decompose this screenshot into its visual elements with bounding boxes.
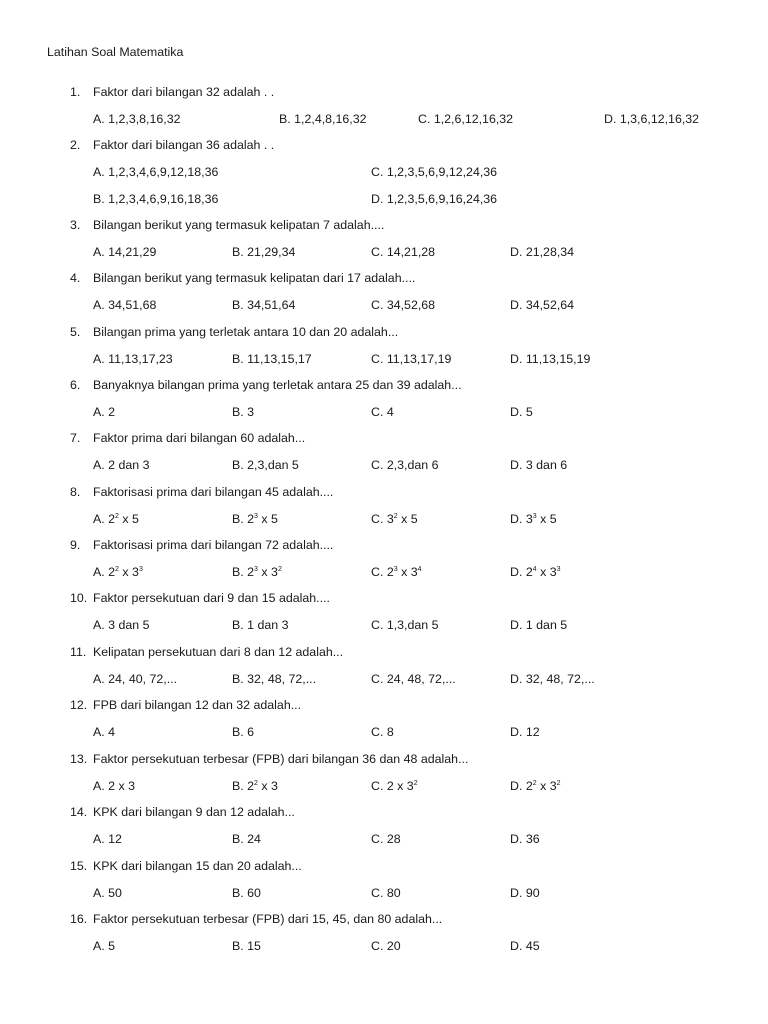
answer-option (371, 565, 422, 579)
option-text: B. 1 dan 3 (232, 618, 289, 632)
answer-option (93, 618, 150, 632)
option-text: A. 3 dan 5 (93, 618, 150, 632)
question-number: 15. (70, 859, 88, 873)
exponent: 3 (532, 513, 537, 520)
option-text: B. 3 (232, 405, 255, 419)
option-text: C. 24, 48, 72,... (371, 672, 456, 686)
option-text: B. 6 (232, 725, 255, 739)
option-text: A. 2 x 3 (93, 779, 136, 793)
answer-options-row (0, 352, 768, 370)
option-text: D. 34,52,64 (510, 298, 575, 312)
answer-option (93, 779, 135, 793)
answer-option (93, 405, 115, 419)
answer-option (371, 886, 401, 900)
option-text: B. 1,2,3,4,6,9,16,18,36 (93, 192, 219, 206)
answer-option (371, 245, 435, 259)
exponent: 2 (556, 780, 561, 787)
question-line (0, 431, 768, 449)
answer-option (232, 458, 299, 472)
answer-options-row (0, 165, 768, 183)
option-text: D. 1 dan 5 (510, 618, 568, 632)
option-text: A. 4 (93, 725, 116, 739)
option-text: D. 5 (510, 405, 533, 419)
option-text: A. 5 (93, 939, 116, 953)
answer-option (371, 352, 451, 366)
answer-option (279, 112, 367, 126)
option-text: x 3 (257, 779, 278, 793)
answer-option (232, 352, 312, 366)
question-text: Kelipatan persekutuan dari 8 dan 12 adalah... (93, 645, 344, 659)
exponent: 3 (138, 566, 143, 573)
option-text: D. 3 (510, 512, 533, 526)
answer-option (510, 618, 567, 632)
option-text: B. 1,2,4,8,16,32 (279, 112, 367, 126)
question-text: Bilangan berikut yang termasuk kelipatan dari 17 adalah.... (93, 271, 416, 285)
option-text: A. 34,51,68 (93, 298, 157, 312)
question-number: 9. (70, 538, 81, 552)
answer-options-row (0, 512, 768, 530)
question-text: Faktor dari bilangan 32 adalah . . (93, 85, 275, 99)
answer-option (510, 779, 561, 793)
option-text: B. 21,29,34 (232, 245, 296, 259)
option-text: C. 4 (371, 405, 394, 419)
answer-options-row (0, 939, 768, 957)
question-number: 1. (70, 85, 81, 99)
option-text: D. 32, 48, 72,... (510, 672, 595, 686)
exponent: 2 (413, 780, 418, 787)
answer-option (93, 565, 143, 579)
question-number: 7. (70, 431, 81, 445)
question-text: Faktorisasi prima dari bilangan 72 adalah.... (93, 538, 334, 552)
answer-option (510, 458, 567, 472)
answer-option (93, 886, 122, 900)
option-text: A. 50 (93, 886, 122, 900)
question-line (0, 378, 768, 396)
answer-option (510, 939, 540, 953)
option-text: B. 15 (232, 939, 261, 953)
question-line (0, 85, 768, 103)
answer-option (93, 298, 156, 312)
question-number: 14. (70, 805, 88, 819)
option-text: C. 11,13,17,19 (371, 352, 452, 366)
answer-option (93, 245, 156, 259)
question-text: Faktor persekutuan terbesar (FPB) dari 15, 45, dan 80 adalah... (93, 912, 443, 926)
answer-option (232, 672, 316, 686)
option-text: A. 2 (93, 565, 116, 579)
option-text: D. 21,28,34 (510, 245, 575, 259)
option-text: x 5 (118, 512, 139, 526)
exponent: 2 (254, 780, 258, 787)
answer-options-row (0, 779, 768, 797)
answer-option (93, 192, 218, 206)
question-line (0, 138, 768, 156)
page-title: Latihan Soal Matematika (47, 45, 184, 59)
option-text: C. 3 (371, 512, 394, 526)
option-text: A. 2 dan 3 (93, 458, 150, 472)
option-text: C. 2 x 3 (371, 779, 414, 793)
answer-option (93, 165, 218, 179)
question-text: Banyaknya bilangan prima yang terletak antara 25 dan 39 adalah... (93, 378, 462, 392)
option-text: C. 2 (371, 565, 394, 579)
option-text: C. 34,52,68 (371, 298, 436, 312)
answer-option (510, 245, 574, 259)
question-text: FPB dari bilangan 12 dan 32 adalah... (93, 698, 302, 712)
question-number: 4. (70, 271, 81, 285)
option-text: x 3 (118, 565, 139, 579)
answer-options-row (0, 458, 768, 476)
answer-option (510, 512, 557, 526)
option-text: x 3 (536, 779, 557, 793)
option-text: B. 2,3,dan 5 (232, 458, 299, 472)
answer-option (510, 832, 540, 846)
answer-option (232, 405, 254, 419)
question-text: Bilangan berikut yang termasuk kelipatan 7 adalah.... (93, 218, 385, 232)
option-text: D. 90 (510, 886, 540, 900)
answer-option (232, 565, 282, 579)
answer-option (232, 298, 295, 312)
question-line (0, 538, 768, 556)
exponent: 4 (532, 566, 537, 573)
answer-options-row (0, 245, 768, 263)
answer-option (93, 458, 150, 472)
exponent: 3 (556, 566, 561, 573)
question-number: 16. (70, 912, 88, 926)
answer-option (371, 832, 401, 846)
answer-option (371, 672, 456, 686)
option-text: x 3 (397, 565, 418, 579)
answer-option (93, 725, 115, 739)
question-text: KPK dari bilangan 9 dan 12 adalah... (93, 805, 295, 819)
answer-option (232, 512, 278, 526)
answer-option (232, 725, 254, 739)
exponent: 3 (254, 566, 258, 573)
question-number: 10. (70, 591, 88, 605)
question-text: Faktor persekutuan terbesar (FPB) dari bilangan 36 dan 48 adalah... (93, 752, 469, 766)
option-text: C. 1,2,6,12,16,32 (418, 112, 514, 126)
option-text: D. 1,3,6,12,16,32 (604, 112, 700, 126)
option-text: A. 14,21,29 (93, 245, 157, 259)
answer-option (232, 779, 278, 793)
option-text: x 3 (536, 565, 557, 579)
answer-options-row (0, 618, 768, 636)
option-text: A. 11,13,17,23 (93, 352, 173, 366)
answer-option (93, 672, 177, 686)
answer-option (604, 112, 699, 126)
option-text: C. 14,21,28 (371, 245, 436, 259)
answer-option (93, 352, 173, 366)
answer-option (371, 618, 439, 632)
question-line (0, 218, 768, 236)
option-text: B. 11,13,15,17 (232, 352, 312, 366)
question-number: 13. (70, 752, 88, 766)
option-text: C. 1,3,dan 5 (371, 618, 439, 632)
question-number: 6. (70, 378, 81, 392)
option-text: D. 45 (510, 939, 540, 953)
answer-option (371, 458, 439, 472)
question-text: KPK dari bilangan 15 dan 20 adalah... (93, 859, 302, 873)
exponent: 3 (254, 513, 258, 520)
exponent: 4 (417, 566, 422, 573)
answer-option (510, 405, 533, 419)
option-text: A. 2 (93, 512, 116, 526)
option-text: C. 8 (371, 725, 394, 739)
answer-option (510, 565, 561, 579)
answer-option (371, 512, 418, 526)
answer-option (232, 886, 261, 900)
question-text: Faktor persekutuan dari 9 dan 15 adalah.... (93, 591, 330, 605)
option-text: B. 60 (232, 886, 261, 900)
question-line (0, 485, 768, 503)
question-line (0, 698, 768, 716)
exponent: 3 (393, 566, 398, 573)
option-text: A. 1,2,3,4,6,9,12,18,36 (93, 165, 219, 179)
answer-option (510, 725, 540, 739)
option-text: x 5 (536, 512, 557, 526)
answer-option (93, 512, 139, 526)
option-text: B. 34,51,64 (232, 298, 296, 312)
question-text: Faktorisasi prima dari bilangan 45 adalah.... (93, 485, 334, 499)
answer-option (418, 112, 513, 126)
option-text: D. 3 dan 6 (510, 458, 568, 472)
answer-options-row (0, 672, 768, 690)
answer-option (510, 672, 595, 686)
option-text: x 5 (257, 512, 278, 526)
answer-option (93, 112, 181, 126)
exponent: 2 (532, 780, 537, 787)
question-text: Faktor dari bilangan 36 adalah . . (93, 138, 275, 152)
answer-options-row (0, 832, 768, 850)
answer-options-row (0, 565, 768, 583)
question-number: 11. (70, 645, 87, 659)
option-text: B. 2 (232, 565, 255, 579)
answer-option (371, 405, 394, 419)
option-text: D. 1,2,3,5,6,9,16,24,36 (371, 192, 498, 206)
exponent: 2 (277, 566, 282, 573)
option-text: B. 32, 48, 72,... (232, 672, 317, 686)
answer-option (371, 939, 401, 953)
option-text: C. 2,3,dan 6 (371, 458, 439, 472)
answer-option (371, 779, 418, 793)
option-text: A. 1,2,3,8,16,32 (93, 112, 181, 126)
answer-options-row (0, 112, 768, 130)
answer-option (232, 939, 261, 953)
answer-options-row (0, 298, 768, 316)
exponent: 2 (393, 513, 398, 520)
option-text: A. 24, 40, 72,... (93, 672, 178, 686)
question-number: 5. (70, 325, 81, 339)
answer-option (371, 192, 497, 206)
exponent: 2 (115, 513, 119, 520)
option-text: C. 20 (371, 939, 401, 953)
question-line (0, 591, 768, 609)
answer-option (93, 832, 122, 846)
answer-option (510, 886, 540, 900)
option-text: A. 2 (93, 405, 116, 419)
question-line (0, 645, 768, 663)
option-text: x 3 (257, 565, 278, 579)
option-text: C. 80 (371, 886, 401, 900)
question-number: 12. (70, 698, 88, 712)
answer-option (371, 725, 394, 739)
option-text: C. 1,2,3,5,6,9,12,24,36 (371, 165, 498, 179)
option-text: D. 2 (510, 565, 533, 579)
answer-option (371, 298, 435, 312)
question-line (0, 325, 768, 343)
question-text: Faktor prima dari bilangan 60 adalah... (93, 431, 306, 445)
answer-option (232, 618, 289, 632)
answer-option (510, 352, 590, 366)
option-text: B. 2 (232, 779, 255, 793)
option-text: D. 12 (510, 725, 540, 739)
option-text: D. 11,13,15,19 (510, 352, 591, 366)
answer-option (371, 165, 497, 179)
option-text: D. 2 (510, 779, 533, 793)
answer-options-row (0, 192, 768, 210)
question-number: 3. (70, 218, 81, 232)
option-text: B. 24 (232, 832, 261, 846)
answer-option (93, 939, 115, 953)
question-line (0, 805, 768, 823)
answer-options-row (0, 886, 768, 904)
option-text: B. 2 (232, 512, 255, 526)
answer-options-row (0, 725, 768, 743)
option-text: C. 28 (371, 832, 401, 846)
exponent: 2 (115, 566, 119, 573)
question-number: 2. (70, 138, 81, 152)
question-line (0, 912, 768, 930)
option-text: x 5 (397, 512, 418, 526)
option-text: D. 36 (510, 832, 540, 846)
question-line (0, 752, 768, 770)
answer-option (510, 298, 574, 312)
question-number: 8. (70, 485, 81, 499)
answer-option (232, 245, 295, 259)
answer-options-row (0, 405, 768, 423)
question-line (0, 271, 768, 289)
question-text: Bilangan prima yang terletak antara 10 dan 20 adalah... (93, 325, 399, 339)
option-text: A. 12 (93, 832, 122, 846)
question-line (0, 859, 768, 877)
answer-option (232, 832, 261, 846)
